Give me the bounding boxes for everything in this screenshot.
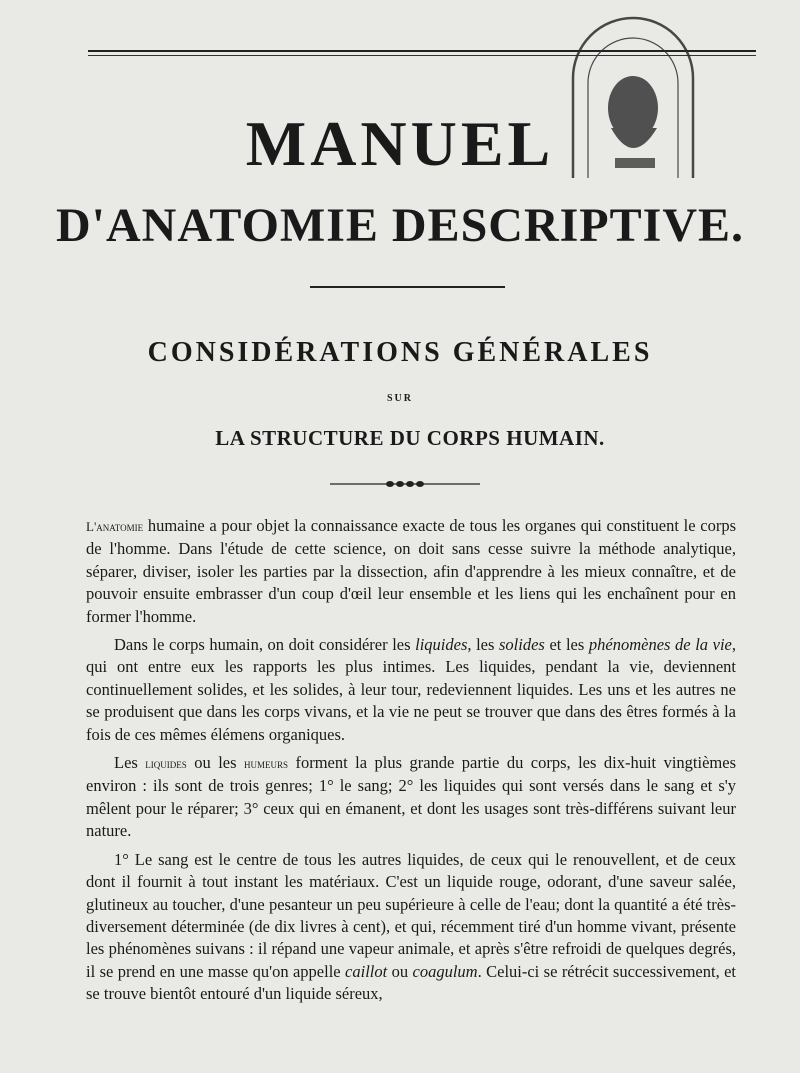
p4-text-b: ou [387, 961, 413, 981]
p2-term-phenomenes: phénomènes de la vie [588, 635, 732, 655]
paragraph-1 [86, 515, 736, 628]
p3-term-humeurs: humeurs [243, 756, 288, 772]
p2-text-d: , qui ont entre eux les rapports les plus intimes. Les liquides, pendant la vie, deviennent continuellement solides, et les solides, à leur tour, redeviennent liquides. Les uns et les autres ne se produisent que dans les corps vivans, et la vie ne peut se trouver que dans des êtres formés à la fois de ces mêmes élémens organiques. [86, 635, 736, 744]
drop-cap-word: L'anatomie [86, 519, 144, 534]
paragraph-3 [86, 752, 736, 843]
paragraph-4 [86, 849, 736, 1006]
section-heading: CONSIDÉRATIONS GÉNÉRALES [147, 337, 653, 368]
p3-text-a: Les [114, 753, 146, 773]
section-heading-connector: SUR [386, 393, 413, 404]
p2-text-a: Dans le corps humain, on doit considérer les [114, 635, 416, 655]
p3-text-b: ou les [186, 753, 244, 773]
p4-term-caillot: caillot [345, 961, 388, 981]
p4-term-coagulum: coagulum [412, 961, 478, 981]
section-subheading: LA STRUCTURE DU CORPS HUMAIN. [215, 426, 605, 450]
p3-term-liquides: liquides [145, 756, 187, 772]
section-divider [310, 286, 505, 288]
title-line-2: D'ANATOMIE DESCRIPTIVE. [56, 199, 744, 252]
p2-text-c: et les [544, 635, 589, 655]
p4-text-c: . Celui-ci se rétrécit successivement, et se trouve bientôt entouré d'un liquide séreux, [86, 961, 736, 1004]
p2-text-b: , les [467, 635, 500, 655]
paragraph-1-text: humaine a pour objet la connaissance exacte de tous les organes qui constituent le corps de l'homme. Dans l'étude de cette science, on doit sans cesse suivre la méthode analytique, séparer, diviser, isoler les parties par la dissection, afin d'apprendre à les mieux connaître, et de pouvoir ensuite embrasser d'un coup d'œil leur ensemble et les liens qui les enchaînent pour en former l'homme. [86, 516, 736, 626]
ornament-divider [330, 477, 480, 491]
paragraph-2 [86, 634, 736, 746]
p2-term-solides: solides [499, 635, 545, 655]
title-line-1: MANUEL [245, 108, 555, 179]
p3-text-c: forment la plus grande partie du corps, les dix-huit vingtièmes environ : ils sont de trois genres; 1° le sang; 2° les liquides qui sont versés dans le sang et s'y mêlent pour le réparer; 3° ceux qui en émanent, et dont les usages sont très-différens suivant leur nature. [86, 753, 736, 841]
p2-term-liquides: liquides [415, 635, 468, 655]
body-text [86, 515, 736, 1012]
p4-text-a: 1° Le sang est le centre de tous les autres liquides, de ceux qui le renouvellent, et de ceux dont il fournit à tout instant les matériaux. C'est un liquide rouge, odorant, d'une saveur salée, glutineux au toucher, d'une pesanteur un peu supérieure à celle de l'eau; dont la quantité a été très-diversement déterminée (de dix livres à cent), et qui, récemment tiré d'un homme vivant, présente les phénomènes suivans : il répand une vapeur animale, et après s'être refroidi de quelques degrés, il se prend en une masse qu'on appelle [86, 849, 736, 981]
